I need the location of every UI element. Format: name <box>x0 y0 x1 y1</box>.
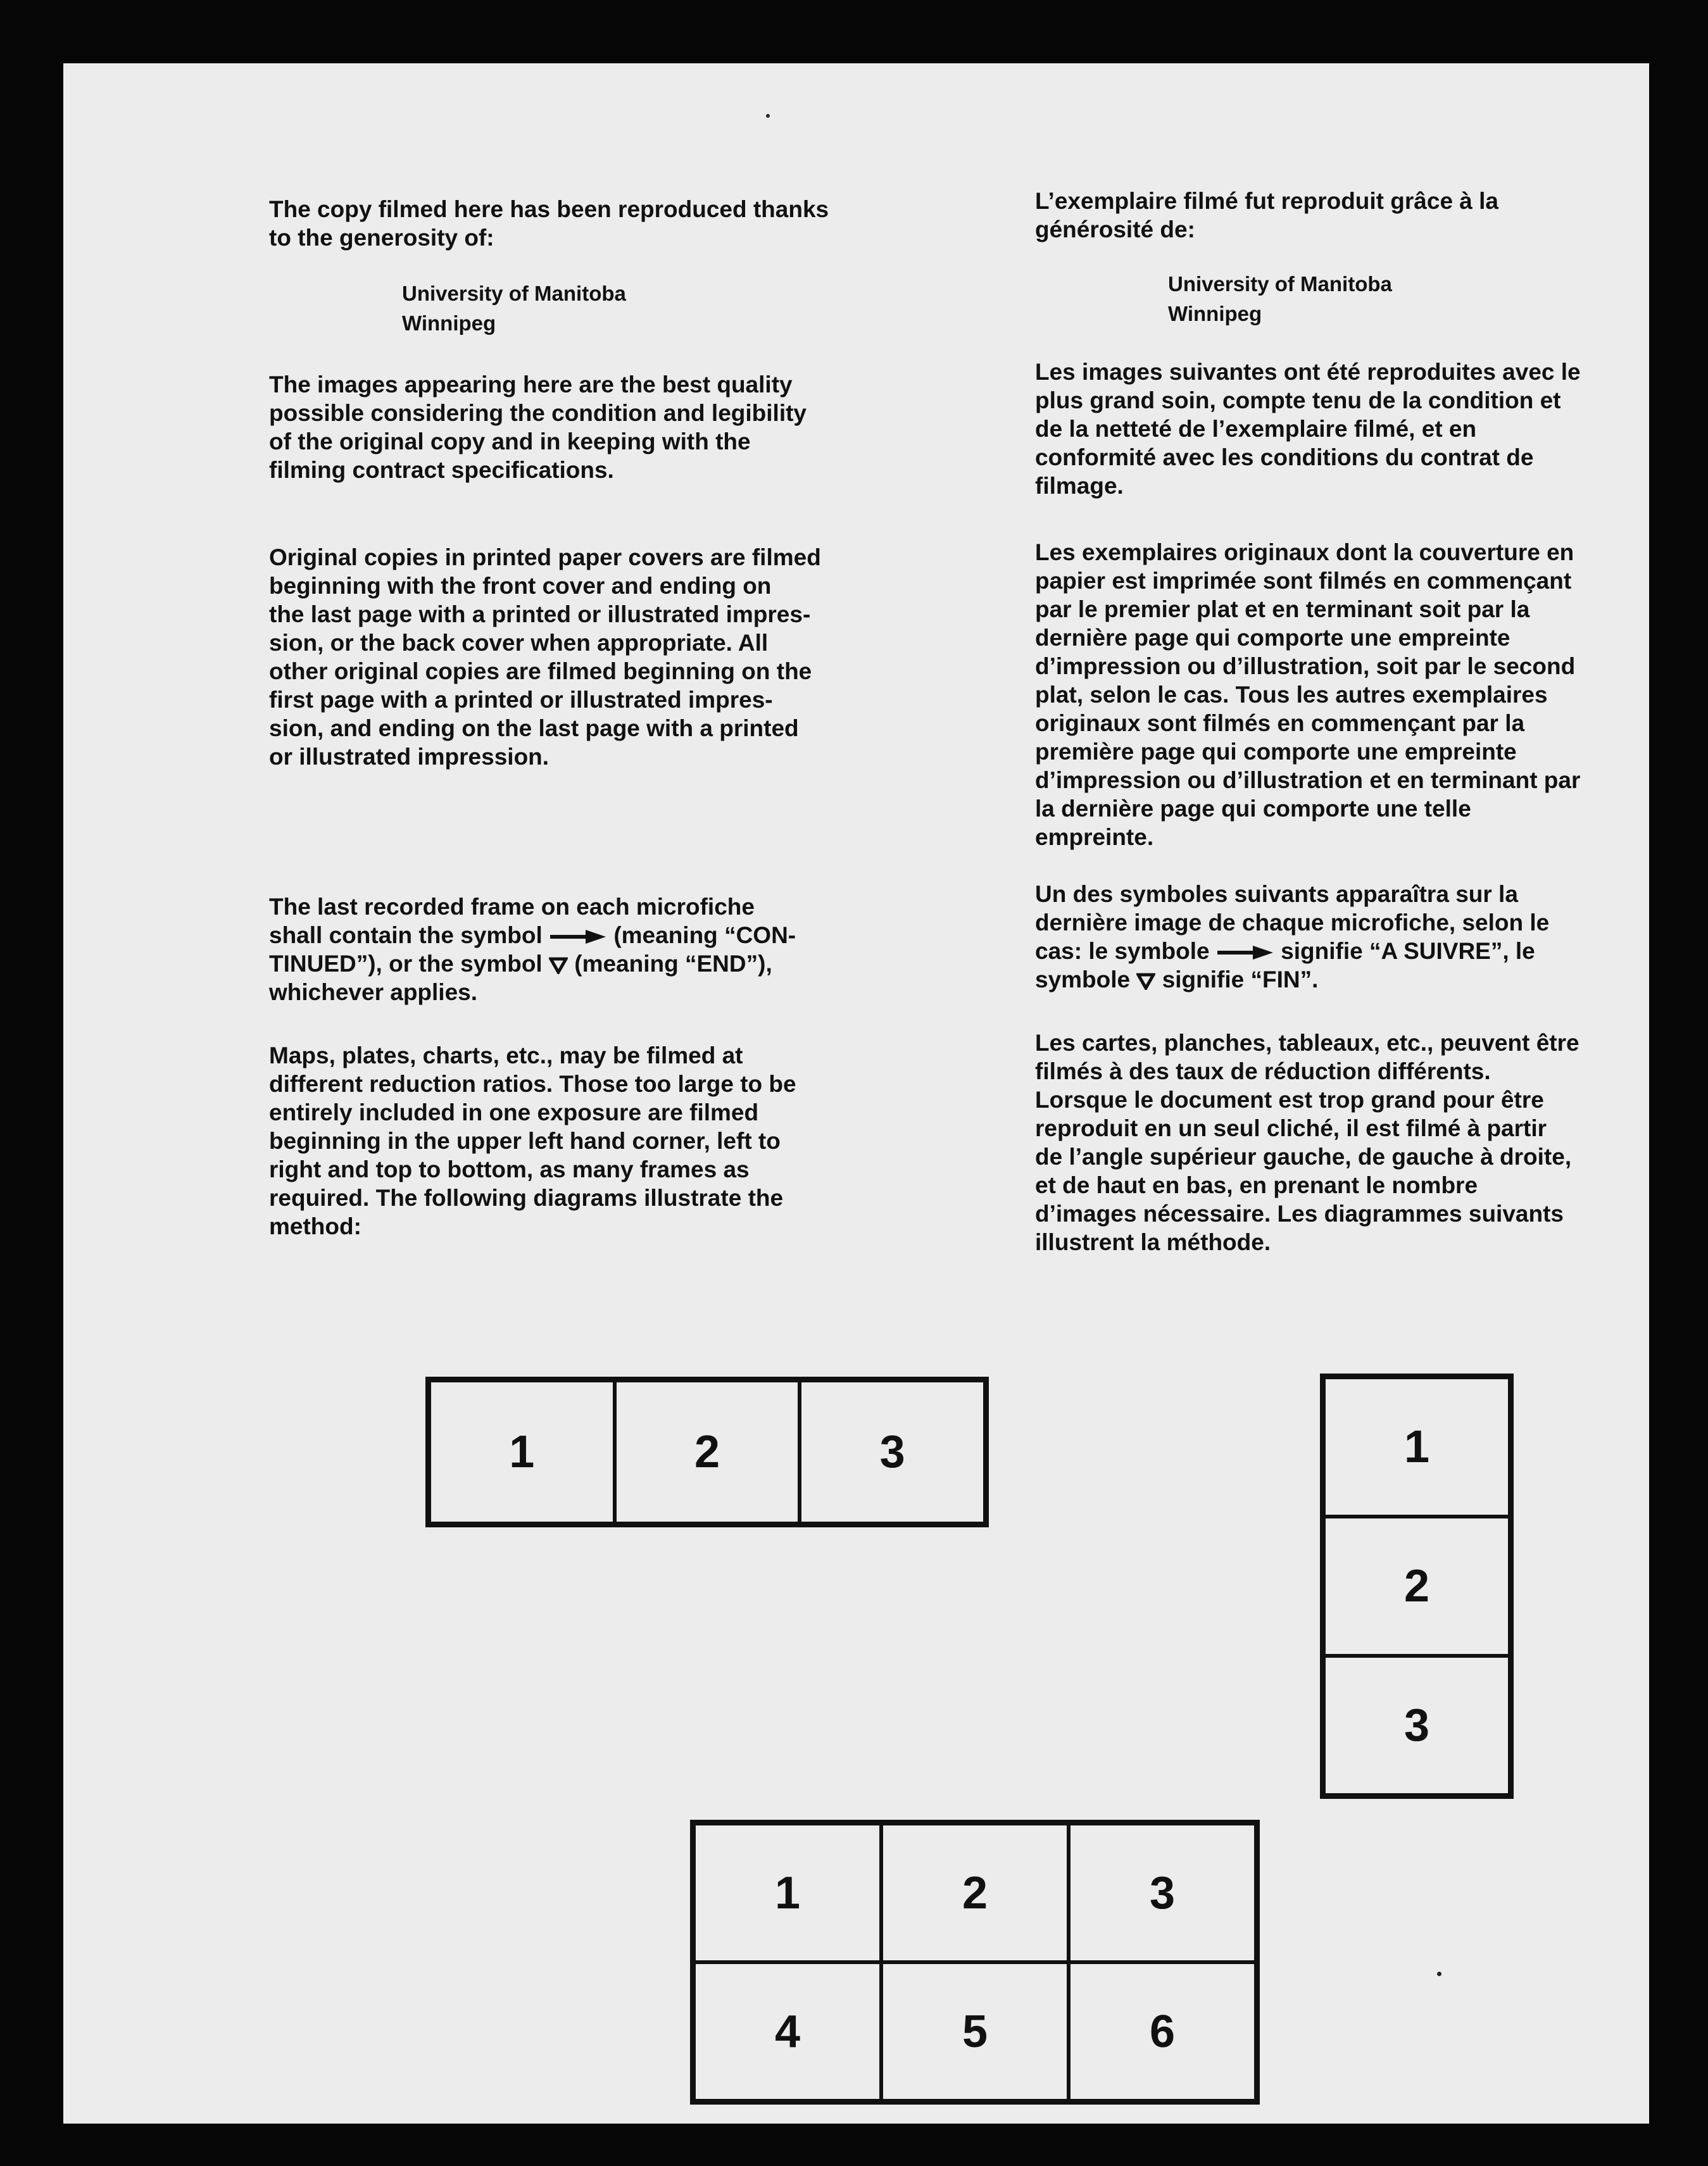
paragraph-text: signifie “A SUIVRE”, le <box>1281 938 1535 964</box>
paragraph-line: d’images nécessaire. Les diagrammes suivants <box>1035 1201 1564 1227</box>
paragraph-line: Les images suivantes ont été reproduites avec le <box>1035 359 1581 385</box>
paragraph-line: or illustrated impression. <box>269 744 549 770</box>
paragraph-line: de la netteté de l’exemplaire filmé, et en <box>1035 416 1477 442</box>
paragraph-text: symbole <box>1035 967 1131 992</box>
paragraph-line: method: <box>269 1213 361 1239</box>
english-intro <box>269 195 915 252</box>
paragraph-line: right and top to bottom, as many frames as <box>269 1156 750 1182</box>
paragraph-line: dernière image de chaque microfiche, selon le <box>1035 910 1550 936</box>
paragraph-line: première page qui comporte une empreinte <box>1035 739 1517 765</box>
french-institution <box>1035 269 1708 329</box>
paragraph-line: different reduction ratios. Those too large to be <box>269 1071 796 1097</box>
paragraph-line: Les exemplaires originaux dont la couverture en <box>1035 539 1574 565</box>
english-originals-paragraph <box>269 543 915 771</box>
paragraph-line: d’impression ou d’illustration et en terminant par <box>1035 767 1581 793</box>
institution-city: Winnipeg <box>402 311 496 335</box>
frame-cell: 1 <box>694 1824 881 1962</box>
paragraph-line: other original copies are filmed beginning on the <box>269 658 812 684</box>
paragraph-line: required. The following diagrams illustrate the <box>269 1185 784 1211</box>
institution-city: Winnipeg <box>1168 302 1262 325</box>
paragraph-line: beginning in the upper left hand corner, left to <box>269 1128 781 1154</box>
frame-cell: 3 <box>1324 1656 1510 1795</box>
paragraph-line: Lorsque le document est trop grand pour être <box>1035 1087 1544 1113</box>
arrow-right-icon <box>549 929 607 945</box>
english-intro-line: The copy filmed here has been reproduced thanks <box>269 196 829 222</box>
frame-cell: 1 <box>429 1380 615 1524</box>
frame-cell: 2 <box>881 1824 1069 1962</box>
english-intro-line: to the generosity of: <box>269 225 494 251</box>
french-maps-paragraph <box>1035 1029 1662 1256</box>
paragraph-line: plus grand soin, compte tenu de la condition et <box>1035 387 1561 413</box>
paragraph-line: of the original copy and in keeping with the <box>269 429 751 454</box>
diagram-vertical-frames <box>1320 1374 1514 1799</box>
paragraph-line <box>1035 937 1662 965</box>
paragraph-line: entirely included in one exposure are filmed <box>269 1099 759 1125</box>
paragraph-line: sion, and ending on the last page with a printed <box>269 715 799 741</box>
french-originals-paragraph <box>1035 538 1662 851</box>
paragraph-line: filmés à des taux de réduction différents. <box>1035 1058 1491 1084</box>
paragraph-text: (meaning “END”), <box>574 951 772 977</box>
french-intro-line: L’exemplaire filmé fut reproduit grâce à la <box>1035 188 1499 214</box>
paragraph-line: filmage. <box>1035 473 1124 499</box>
paragraph-line: conformité avec les conditions du contrat de <box>1035 444 1534 470</box>
french-symbols-paragraph <box>1035 880 1662 994</box>
paragraph-line: The last recorded frame on each microfiche <box>269 894 755 920</box>
english-institution <box>269 279 1048 338</box>
frame-cell: 1 <box>1324 1377 1510 1517</box>
paragraph-line: Les cartes, planches, tableaux, etc., peuvent être <box>1035 1030 1579 1056</box>
frame-cell: 4 <box>694 1962 881 2101</box>
paragraph-line: papier est imprimée sont filmés en commençant <box>1035 568 1572 594</box>
paragraph-text: TINUED”), or the symbol <box>269 951 543 977</box>
paragraph-line: the last page with a printed or illustrated impres- <box>269 601 811 627</box>
paragraph-text: (meaning “CON- <box>613 922 796 948</box>
triangle-down-icon <box>1136 972 1155 990</box>
paragraph-line <box>1035 965 1662 994</box>
paragraph-line: sion, or the back cover when appropriate. All <box>269 630 769 656</box>
paragraph-line: de l’angle supérieur gauche, de gauche à droite, <box>1035 1144 1572 1170</box>
french-images-paragraph <box>1035 358 1662 500</box>
paragraph-line: possible considering the condition and legibility <box>269 400 807 426</box>
paragraph-text: cas: le symbole <box>1035 938 1210 964</box>
paragraph-line: The images appearing here are the best quality <box>269 372 793 398</box>
paragraph-line: par le premier plat et en terminant soit par la <box>1035 596 1530 622</box>
paragraph-line: reproduit en un seul cliché, il est filmé à partir <box>1035 1115 1547 1141</box>
frame-cell: 3 <box>1069 1824 1256 1962</box>
french-intro-line: générosité de: <box>1035 216 1195 242</box>
paragraph-line: et de haut en bas, en prenant le nombre <box>1035 1172 1478 1198</box>
paragraph-line: Original copies in printed paper covers are filmed <box>269 544 821 570</box>
paragraph-line: illustrent la méthode. <box>1035 1229 1271 1255</box>
triangle-down-icon <box>549 956 568 974</box>
paragraph-line: first page with a printed or illustrated impres- <box>269 687 773 713</box>
institution-name: University of Manitoba <box>1168 272 1392 296</box>
paragraph-line: dernière page qui comporte une empreinte <box>1035 625 1510 651</box>
paragraph-line: Un des symboles suivants apparaîtra sur la <box>1035 881 1518 907</box>
paragraph-line: filming contract specifications. <box>269 457 614 483</box>
document-page <box>63 63 1649 2124</box>
frame-cell: 2 <box>1324 1517 1510 1656</box>
paragraph-line <box>269 949 915 978</box>
paragraph-line <box>269 921 915 949</box>
english-symbols-paragraph <box>269 892 915 1006</box>
diagram-horizontal-frames <box>425 1377 989 1527</box>
paragraph-line: beginning with the front cover and ending on <box>269 573 772 599</box>
paragraph-line: la dernière page qui comporte une telle <box>1035 796 1471 822</box>
paragraph-line: d’impression ou d’illustration, soit par le second <box>1035 653 1576 679</box>
paragraph-text: signifie “FIN”. <box>1162 967 1319 992</box>
frame-cell: 3 <box>800 1380 985 1524</box>
paragraph-line: empreinte. <box>1035 824 1154 850</box>
paragraph-line: plat, selon le cas. Tous les autres exemplaires <box>1035 682 1548 708</box>
paragraph-text: shall contain the symbol <box>269 922 543 948</box>
dust-speck <box>766 114 770 118</box>
dust-speck <box>1437 1972 1441 1976</box>
arrow-right-icon <box>1216 944 1274 961</box>
french-intro <box>1035 187 1662 244</box>
paragraph-line: whichever applies. <box>269 979 478 1005</box>
frame-cell: 6 <box>1069 1962 1256 2101</box>
paragraph-line: originaux sont filmés en commençant par la <box>1035 710 1525 736</box>
english-maps-paragraph <box>269 1041 915 1241</box>
frame-cell: 5 <box>881 1962 1069 2101</box>
paragraph-line: Maps, plates, charts, etc., may be filmed at <box>269 1042 743 1068</box>
english-images-paragraph <box>269 370 915 484</box>
institution-name: University of Manitoba <box>402 282 626 305</box>
frame-cell: 2 <box>615 1380 800 1524</box>
diagram-grid-frames <box>690 1820 1260 2105</box>
